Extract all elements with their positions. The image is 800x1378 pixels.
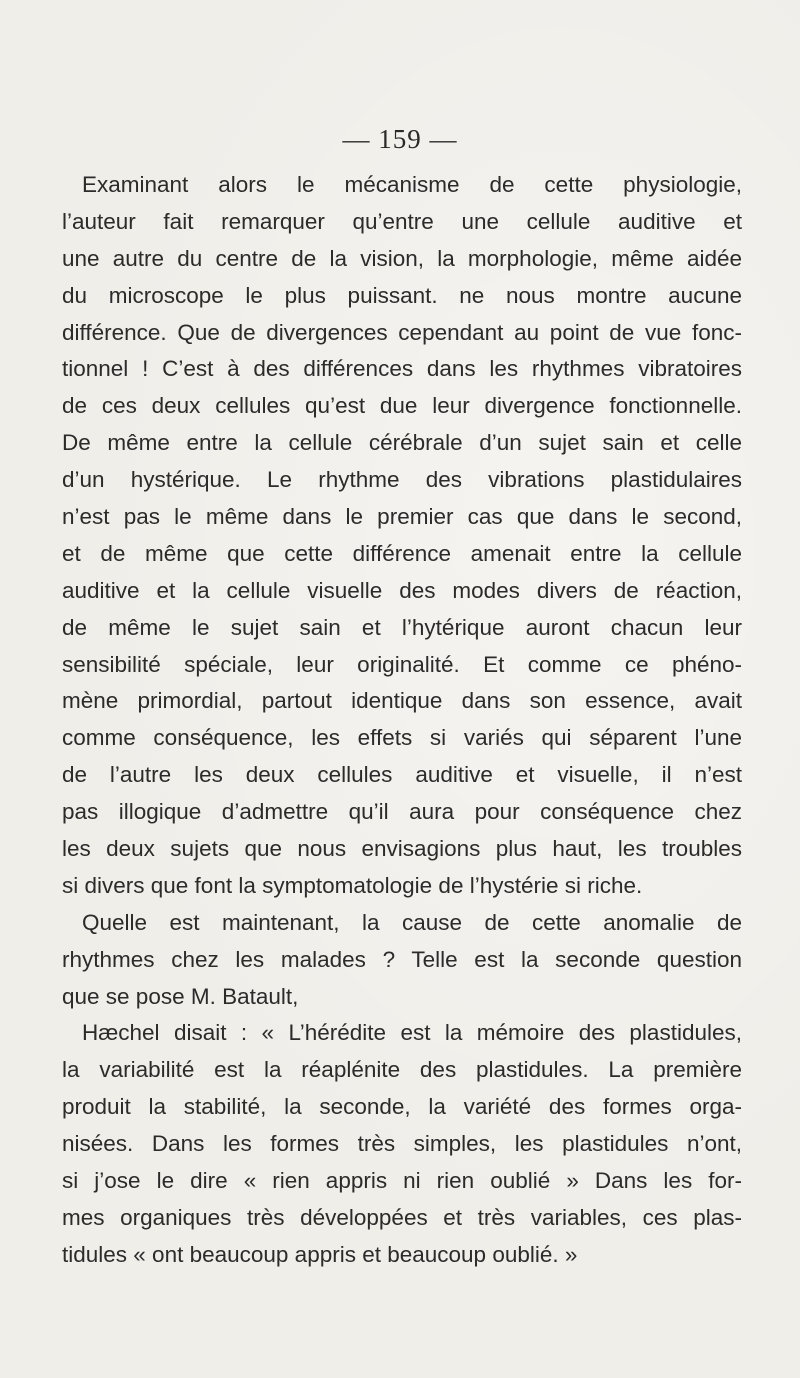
text-line: comme conséquence, les effets si variés qui séparent l’une — [62, 725, 742, 751]
text-line: Hæchel disait : « L’hérédite est la mémoire des plastidules, — [82, 1020, 742, 1046]
text-line: de l’autre les deux cellules auditive et visuelle, il n’est — [62, 762, 742, 788]
text-line: la variabilité est la réaplénite des plastidules. La première — [62, 1057, 742, 1083]
text-line: De même entre la cellule cérébrale d’un sujet sain et celle — [62, 430, 742, 456]
text-line: mène primordial, partout identique dans son essence, avait — [62, 688, 742, 714]
text-line: si divers que font la symptomatologie de l’hystérie si riche. — [62, 872, 643, 898]
text-line: et de même que cette différence amenait entre la cellule — [62, 540, 742, 566]
text-line: auditive et la cellule visuelle des modes divers de réaction, — [62, 577, 742, 603]
text-line: nisées. Dans les formes très simples, les plastidules n’ont, — [62, 1131, 742, 1157]
page-number: — 159 — — [342, 124, 458, 154]
text-line: Quelle est maintenant, la cause de cette anomalie de — [82, 909, 742, 935]
paragraph — [62, 905, 742, 1016]
text-line: tidules « ont beaucoup appris et beaucoup oublié. » — [62, 1241, 578, 1267]
text-line: n’est pas le même dans le premier cas que dans le second, — [62, 504, 742, 530]
text-line: de même le sujet sain et l’hytérique auront chacun leur — [62, 614, 742, 640]
text-line: d’un hystérique. Le rhythme des vibrations plastidulaires — [62, 467, 742, 493]
paragraph — [62, 167, 742, 905]
text-line: si j’ose le dire « rien appris ni rien oublié » Dans les for- — [62, 1168, 742, 1194]
text-line: que se pose M. Batault, — [62, 983, 299, 1009]
text-line: tionnel ! C’est à des différences dans les rhythmes vibratoires — [62, 356, 742, 382]
text-line: de ces deux cellules qu’est due leur divergence fonctionnelle. — [62, 393, 742, 419]
text-line: rhythmes chez les malades ? Telle est la seconde question — [62, 946, 742, 972]
text-line: sensibilité spéciale, leur originalité. Et comme ce phéno- — [62, 651, 742, 677]
text-line: mes organiques très développées et très variables, ces plas- — [62, 1204, 742, 1230]
paragraph — [62, 1015, 742, 1273]
text-line: les deux sujets que nous envisagions plus haut, les troubles — [62, 836, 742, 862]
body-text — [62, 167, 742, 1274]
text-line: Examinant alors le mécanisme de cette physiologie, — [82, 172, 742, 197]
text-line: produit la stabilité, la seconde, la variété des formes orga- — [62, 1094, 742, 1120]
text-line: une autre du centre de la vision, la morphologie, même aidée — [62, 245, 742, 271]
text-line: du microscope le plus puissant. ne nous montre aucune — [62, 282, 742, 308]
text-line: l’auteur fait remarquer qu’entre une cellule auditive et — [62, 208, 742, 234]
text-line: différence. Que de divergences cependant au point de vue fonc- — [62, 319, 742, 345]
text-line: pas illogique d’admettre qu’il aura pour conséquence chez — [62, 799, 742, 825]
